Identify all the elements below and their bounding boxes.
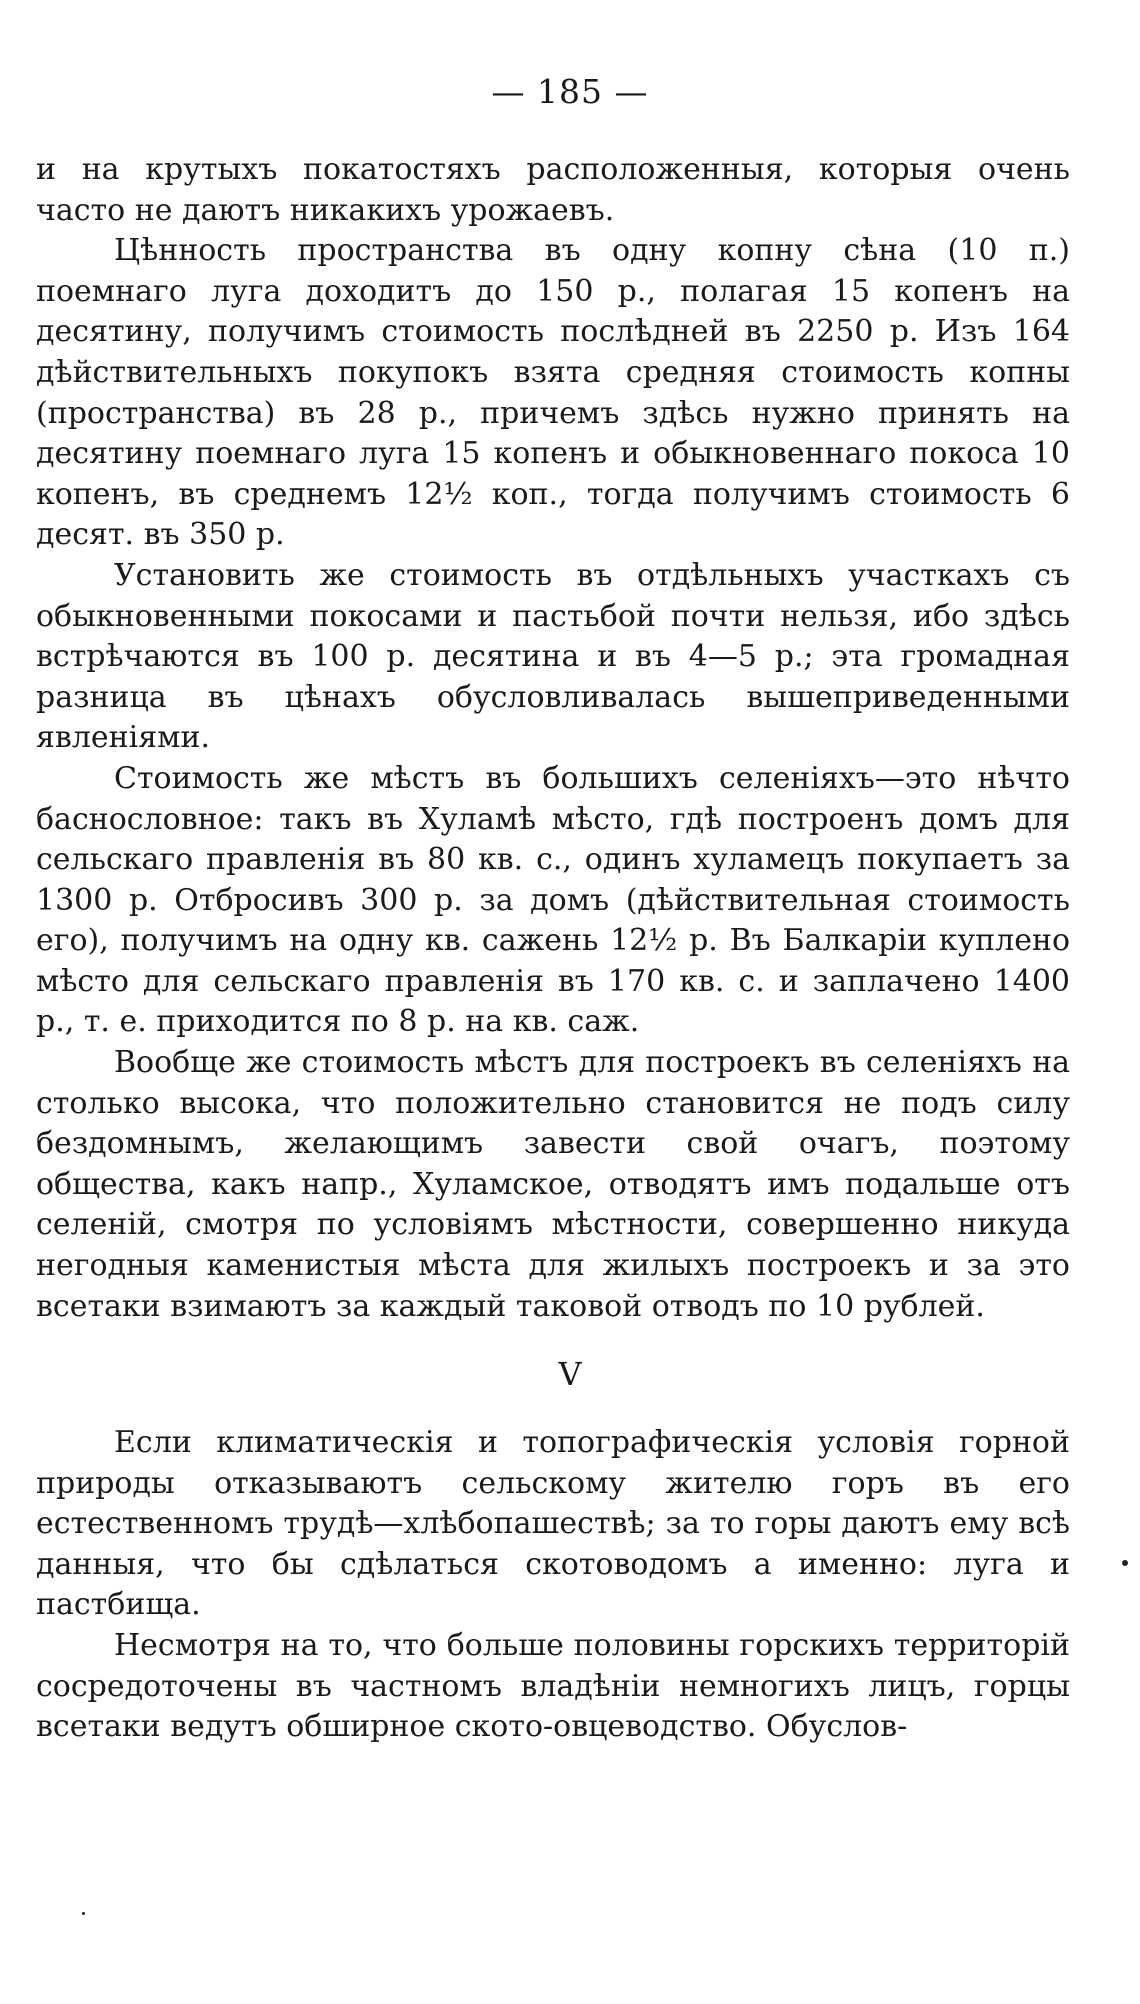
paragraph: Если климатическія и топографическія условія горной природы отказываютъ сельскому жителю горъ въ его естественномъ трудѣ—хлѣбопашествѣ; за то горы даютъ ему всѣ данныя, что бы сдѣлаться скотоводомъ а именно: луга и пастбища. (36, 1425, 1070, 1623)
paragraph: Цѣнность пространства въ одну копну сѣна (10 п.) поемнаго луга доходитъ до 150 р., полагая 15 копенъ на десятину, получимъ стоимость послѣдней въ 2250 р. Изъ 164 дѣйствительныхъ покупокъ взята средняя стоимость копны (пространства) въ 28 р., причемъ здѣсь нужно принять на десятину поемнаго луга 15 копенъ и обыкновеннаго покоса 10 копенъ, въ среднемъ 12½ коп., тогда получимъ стоимость 6 десят. въ 350 р. (36, 233, 1070, 553)
page-number: — 185 — (491, 72, 649, 111)
ink-speck-decoration (1122, 1560, 1128, 1566)
text-block-after-section (36, 1423, 1070, 1748)
ink-speck-decoration (82, 1912, 85, 1915)
paragraph: и на крутыхъ покатостяхъ расположенныя, которыя очень часто не даютъ никакихъ урожаевъ. (36, 152, 1070, 228)
section-heading: V (558, 1355, 582, 1393)
text-block-before-section (36, 150, 1070, 1327)
paragraph: Несмотря на то, что больше половины горскихъ территорій сосредоточены въ частномъ владѣніи немногихъ лицъ, горцы всетаки ведутъ обширное ското-овцеводство. Обуслов- (36, 1627, 1070, 1745)
paragraph: Вообще же стоимость мѣстъ для построекъ въ селеніяхъ на столько высока, что положительно становится не подъ силу бездомнымъ, желающимъ завести свой очагъ, поэтому общества, какъ напр., Хуламское, отводятъ имъ подальше отъ селеній, смотря по условіямъ мѣстности, совершенно никуда негодныя каменистыя мѣста для жилыхъ построекъ и за это всетаки взимаютъ за каждый таковой отводъ по 10 рублей. (36, 1045, 1070, 1324)
paragraph: Установить же стоимость въ отдѣльныхъ участкахъ съ обыкновенными покосами и пастьбой почти нельзя, ибо здѣсь встрѣчаются въ 100 р. десятина и въ 4—5 р.; эта громадная разница въ цѣнахъ обусловливалась вышеприведенными явленіями. (36, 557, 1070, 756)
paragraph: Стоимость же мѣстъ въ большихъ селеніяхъ—это нѣчто баснословное: такъ въ Хуламѣ мѣсто, гдѣ построенъ домъ для сельскаго правленія въ 80 кв. с., одинъ хуламецъ покупаетъ за 1300 р. Отбросивъ 300 р. за домъ (дѣйствительная стоимость его), получимъ на одну кв. сажень 12½ р. Въ Балкаріи куплено мѣсто для сельскаго правленія въ 170 кв. с. и заплачено 1400 р., т. е. приходится по 8 р. на кв. саж. (36, 760, 1070, 1040)
